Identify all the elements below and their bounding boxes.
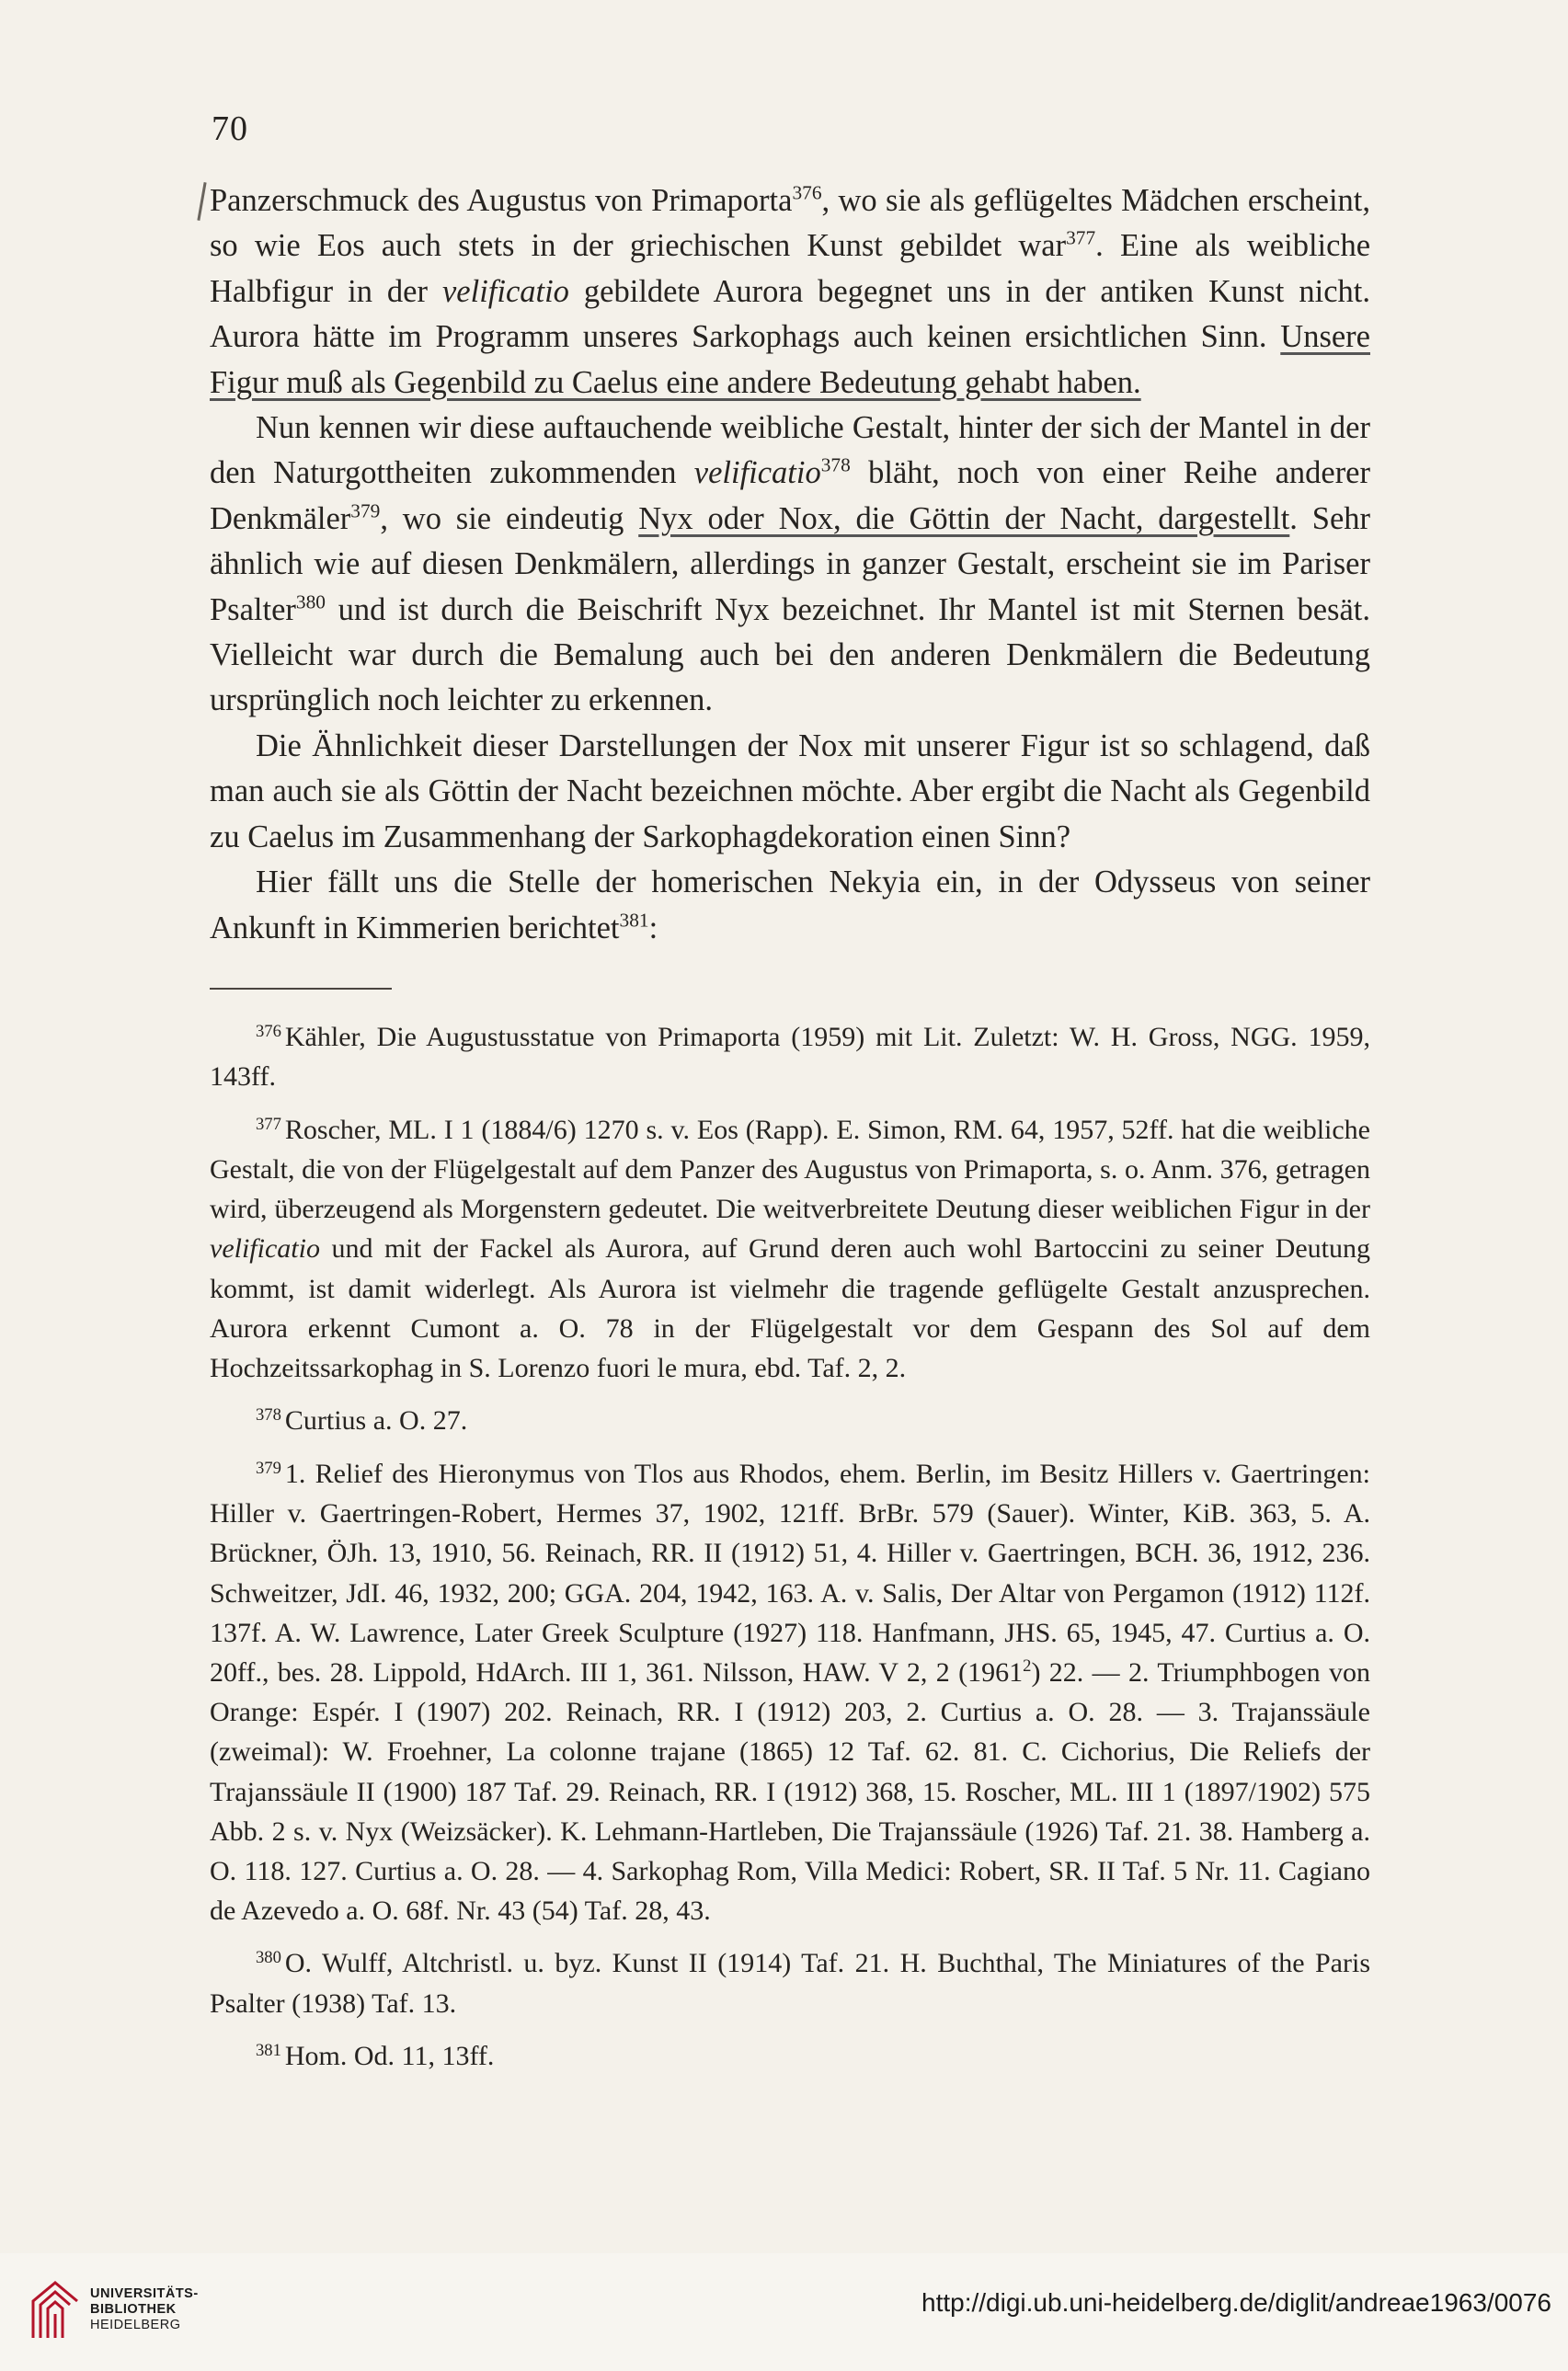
library-name: UNIVERSITÄTS- BIBLIOTHEK HEIDELBERG — [90, 2286, 199, 2332]
page-number: 70 — [212, 109, 248, 148]
paragraph-4: Hier fällt uns die Stelle der homerischen Nekyia ein, in der Odysseus von seiner Ankunft in Kimmerien berichtet$^{381}$: — [210, 865, 1370, 945]
underlined-phrase: Nyx oder Nox, die Göttin der Nacht, dargestellt — [638, 500, 1290, 536]
main-text — [210, 178, 1370, 951]
footnote-379: $^{379}$ 1. Relief des Hieronymus von Tlos aus Rhodos, ehem. Berlin, im Besitz Hillers v. Gaertringen: Hiller v. Gaertringen-Robert, Hermes 37, 1902, 121ff. BrBr. 579 (Sauer). Winter, KiB. 363, 5. A. Brückner, ÖJh. 13, 1910, 56. Reinach, RR. II (1912) 51, 4. Hiller v. Gaertringen, BCH. 36, 1912, 236. Schweitzer, JdI. 46, 1932, 200; GGA. 204, 1942, 163. A. v. Salis, Der Altar von Pergamon (1912) 112f. 137f. A. W. Lawrence, Later Greek Sculpture (1927) 118. Hanfmann, JHS. 65, 1945, 47. Curtius a. O. 20ff., bes. 28. Lippold, HdArch. III 1, 361. Nilsson, HAW. V 2, 2 (1961$^2$) 22. — 2. Triumphbogen von Orange: Espér. I (1907) 202. Reinach, RR. I (1912) 203, 2. Curtius a. O. 28. — 3. Trajanssäule (zweimal): W. Froehner, La colonne trajane (1865) 12 Taf. 62. 81. C. Cichorius, Die Reliefs der Trajanssäule II (1900) 187 Taf. 29. Reinach, RR. I (1912) 368, 15. Roscher, ML. III 1 (1897/1902) 575 Abb. 2 s. v. Nyx (Weizsäcker). K. Lehmann-Hartleben, Die Trajanssäule (1926) Taf. 21. 38. Hamberg a. O. 118. 127. Curtius a. O. 28. — 4. Sarkophag Rom, Villa Medici: Robert, SR. II Taf. 5 Nr. 11. Cagiano de Azevedo a. O. 68f. Nr. 43 (54) Taf. 28, 43. — [210, 1458, 1370, 1927]
footnote-divider — [210, 988, 392, 990]
footnote-376: $^{376}$ Kähler, Die Augustusstatue von Primaporta (1959) mit Lit. Zuletzt: W. H. Gross, NGG. 1959, 143ff. — [210, 1022, 1370, 1093]
paragraph-1: Panzerschmuck des Augustus von Primaporta$^{376}$, wo sie als geflügeltes Mädchen erscheint, so wie Eos auch stets in der griechischen Kunst gebildet war$^{377}$. Eine als weibliche Halbfigur in der velificatio gebildete Aurora begegnet uns in der antiken Kunst nicht. Aurora hätte im Programm unseres Sarkophags auch keinen ersichtlichen Sinn. Unsere Figur muß als Gegenbild zu Caelus eine andere Bedeutung gehabt haben. — [210, 181, 1371, 400]
footnotes — [210, 1012, 1370, 2083]
paragraph-3: Die Ähnlichkeit dieser Darstellungen der Nox mit unserer Figur ist so schlagend, daß man auch sie als Göttin der Nacht bezeichnen möchte. Aber ergibt die Nacht als Gegenbild zu Caelus im Zusammenhang der Sarkophagdekoration einen Sinn? — [210, 727, 1370, 854]
pencil-margin-mark — [197, 182, 206, 221]
footnote-380: $^{380}$ O. Wulff, Altchristl. u. byz. Kunst II (1914) Taf. 21. H. Buchthal, The Miniatures of the Paris Psalter (1938) Taf. 13. — [210, 1948, 1370, 2019]
footnote-377: $^{377}$ Roscher, ML. I 1 (1884/6) 1270 s. v. Eos (Rapp). E. Simon, RM. 64, 1957, 52ff. hat die weibliche Gestalt, die von der Flügelgestalt auf dem Panzer des Augustus von Primaporta, s. o. Anm. 376, getragen wird, überzeugend als Morgenstern gedeutet. Die weitverbreitete Deutung dieser weiblichen Figur in der velificatio und mit der Fackel als Aurora, auf Grund deren auch wohl Bartoccini zu seiner Deutung kommt, ist damit widerlegt. Als Aurora ist vielmehr die tragende geflügelte Gestalt anzusprechen. Aurora erkennt Cumont a. O. 78 in der Flügelgestalt vor dem Gespann des Sol auf dem Hochzeitssarkophag in S. Lorenzo fuori le mura, ebd. Taf. 2, 2. — [210, 1114, 1370, 1384]
library-logo-icon — [28, 2274, 83, 2347]
footnote-381: $^{381}$ Hom. Od. 11, 13ff. — [256, 2040, 495, 2072]
source-url-link[interactable]: http://digi.ub.uni-heidelberg.de/diglit/andreae1963/0076 — [921, 2288, 1551, 2317]
footnote-378: $^{378}$ Curtius a. O. 27. — [256, 1405, 468, 1437]
underlined-phrase: Unsere Figur muß als Gegenbild zu Caelus eine andere Bedeutung gehabt haben. — [210, 319, 1370, 400]
paragraph-2: Nun kennen wir diese auftauchende weibliche Gestalt, hinter der sich der Mantel in der den Naturgottheiten zukommenden velificatio$^{378}$ bläht, noch von einer Reihe anderer Denkmäler$^{379}$, wo sie eindeutig Nyx oder Nox, die Göttin der Nacht, dargestellt. Sehr ähnlich wie auf diesen Denkmälern, allerdings in ganzer Gestalt, erscheint sie im Pariser Psalter$^{380}$ und ist durch die Beischrift Nyx bezeichnet. Ihr Mantel ist mit Sternen besät. Vielleicht war durch die Bemalung auch bei den anderen Denkmälern die Bedeutung ursprünglich noch leichter zu erkennen. — [210, 410, 1371, 718]
